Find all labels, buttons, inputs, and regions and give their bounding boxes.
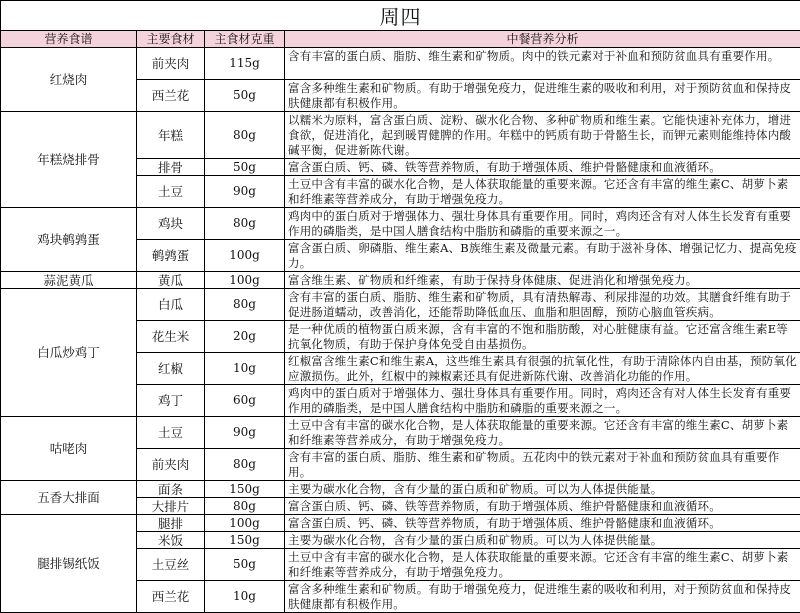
weight-cell: 100g bbox=[205, 515, 285, 532]
analysis-cell: 含有丰富的蛋白质、脂肪、维生素和矿物质，具有清热解毒、利尿排湿的功效。其膳食纤维有助于促进肠道蠕动，改善消化，还能帮助降低血压、血脂和胆固醇，预防心脑血管疾病。 bbox=[285, 289, 800, 321]
analysis-cell: 主要为碳水化合物，含有少量的蛋白质和矿物质。可以为人体提供能量。 bbox=[285, 481, 800, 498]
weight-cell: 80g bbox=[205, 449, 285, 481]
ingredient-cell: 白瓜 bbox=[137, 289, 205, 321]
header-weight: 主食材克重 bbox=[205, 31, 285, 48]
header-ingredient: 主要食材 bbox=[137, 31, 205, 48]
ingredient-cell: 花生米 bbox=[137, 321, 205, 353]
ingredient-cell: 西兰花 bbox=[137, 581, 205, 613]
dish-name: 蒜泥黄瓜 bbox=[1, 272, 137, 289]
weight-cell: 80g bbox=[205, 208, 285, 240]
weight-cell: 115g bbox=[205, 48, 285, 80]
weight-cell: 50g bbox=[205, 80, 285, 112]
table-row bbox=[1, 417, 800, 449]
weight-cell: 60g bbox=[205, 385, 285, 417]
header-dish: 营养食谱 bbox=[1, 31, 137, 48]
title-row bbox=[1, 1, 800, 31]
weight-cell: 100g bbox=[205, 272, 285, 289]
ingredient-cell: 鹌鹑蛋 bbox=[137, 240, 205, 272]
analysis-cell: 富含蛋白质、钙、磷、铁等营养物质，有助于增强体质、维护骨骼健康和血液循环。 bbox=[285, 159, 800, 176]
ingredient-cell: 鸡丁 bbox=[137, 385, 205, 417]
analysis-cell: 含有丰富的蛋白质、脂肪、维生素和矿物质。肉中的铁元素对于补血和预防贫血具有重要作用。 bbox=[285, 48, 800, 80]
dish-name: 白瓜炒鸡丁 bbox=[1, 289, 137, 417]
analysis-cell: 红椒富含维生素C和维生素A，这些维生素具有很强的抗氧化性，有助于清除体内自由基，预防氧化应激损伤。此外，红椒中的辣椒素还具有促进新陈代谢、改善消化功能的作用。 bbox=[285, 353, 800, 385]
dish-name: 五香大排面 bbox=[1, 481, 137, 515]
weight-cell: 90g bbox=[205, 176, 285, 208]
ingredient-cell: 土豆 bbox=[137, 417, 205, 449]
analysis-cell: 鸡肉中的蛋白质对于增强体力、强壮身体具有重要作用。同时，鸡肉还含有对人体生长发育有重要作用的磷脂类，是中国人膳食结构中脂肪和磷脂的重要来源之一。 bbox=[285, 385, 800, 417]
weight-cell: 10g bbox=[205, 353, 285, 385]
ingredient-cell: 面条 bbox=[137, 481, 205, 498]
table-row bbox=[1, 289, 800, 321]
page-title: 周四 bbox=[1, 1, 800, 31]
weight-cell: 50g bbox=[205, 549, 285, 581]
ingredient-cell: 年糕 bbox=[137, 112, 205, 159]
ingredient-cell: 西兰花 bbox=[137, 80, 205, 112]
ingredient-cell: 鸡块 bbox=[137, 208, 205, 240]
header-analysis: 中餐营养分析 bbox=[285, 31, 800, 48]
ingredient-cell: 红椒 bbox=[137, 353, 205, 385]
weight-cell: 50g bbox=[205, 159, 285, 176]
analysis-cell: 鸡肉中的蛋白质对于增强体力、强壮身体具有重要作用。同时，鸡肉还含有对人体生长发育有重要作用的磷脂类，是中国人膳食结构中脂肪和磷脂的重要来源之一。 bbox=[285, 208, 800, 240]
analysis-cell: 富含蛋白质、卵磷脂、维生素A、B族维生素及微量元素。有助于滋补身体、增强记忆力、提高免疫力。 bbox=[285, 240, 800, 272]
analysis-cell: 土豆中含有丰富的碳水化合物，是人体获取能量的重要来源。它还含有丰富的维生素C、胡萝卜素和纤维素等营养成分，有助于增强免疫力。 bbox=[285, 417, 800, 449]
dish-name: 腿排锡纸饭 bbox=[1, 515, 137, 613]
weight-cell: 150g bbox=[205, 532, 285, 549]
analysis-cell: 富含多种维生素和矿物质。有助于增强免疫力，促进维生素的吸收和利用，对于预防贫血和保持皮肤健康都有积极作用。 bbox=[285, 80, 800, 112]
header-row bbox=[1, 31, 800, 48]
weight-cell: 80g bbox=[205, 498, 285, 515]
dish-name: 红烧肉 bbox=[1, 48, 137, 112]
ingredient-cell: 腿排 bbox=[137, 515, 205, 532]
weight-cell: 80g bbox=[205, 112, 285, 159]
ingredient-cell: 大排片 bbox=[137, 498, 205, 515]
weight-cell: 90g bbox=[205, 417, 285, 449]
analysis-cell: 主要为碳水化合物，含有少量的蛋白质和矿物质。可以为人体提供能量。 bbox=[285, 532, 800, 549]
analysis-cell: 土豆中含有丰富的碳水化合物，是人体获取能量的重要来源。它还含有丰富的维生素C、胡萝卜素和纤维素等营养成分，有助于增强免疫力。 bbox=[285, 176, 800, 208]
weight-cell: 150g bbox=[205, 481, 285, 498]
weight-cell: 100g bbox=[205, 240, 285, 272]
ingredient-cell: 排骨 bbox=[137, 159, 205, 176]
weight-cell: 80g bbox=[205, 289, 285, 321]
table-row bbox=[1, 481, 800, 498]
dish-name: 年糕烧排骨 bbox=[1, 112, 137, 208]
analysis-cell: 以糯米为原料，富含蛋白质、淀粉、碳水化合物、多种矿物质和维生素。它能快速补充体力，增进食欲，促进消化，起到暖胃健脾的作用。年糕中的钙质有助于骨骼生长，而钾元素则能维持体内酸碱平衡，促进新陈代谢。 bbox=[285, 112, 800, 159]
table-row bbox=[1, 515, 800, 532]
weight-cell: 20g bbox=[205, 321, 285, 353]
analysis-cell: 富含蛋白质、钙、磷、铁等营养物质，有助于增强体质、维护骨骼健康和血液循环。 bbox=[285, 498, 800, 515]
table-row bbox=[1, 48, 800, 80]
analysis-cell: 富含维生素、矿物质和纤维素，有助于保持身体健康、促进消化和增强免疫力。 bbox=[285, 272, 800, 289]
dish-name: 鸡块鹌鹑蛋 bbox=[1, 208, 137, 272]
ingredient-cell: 前夹肉 bbox=[137, 48, 205, 80]
analysis-cell: 富含蛋白质、钙、磷、铁等营养物质，有助于增强体质、维护骨骼健康和血液循环。 bbox=[285, 515, 800, 532]
ingredient-cell: 黄瓜 bbox=[137, 272, 205, 289]
table-row bbox=[1, 272, 800, 289]
analysis-cell: 富含多种维生素和矿物质。有助于增强免疫力，促进维生素的吸收和利用，对于预防贫血和保持皮肤健康都有积极作用。 bbox=[285, 581, 800, 613]
weight-cell: 10g bbox=[205, 581, 285, 613]
analysis-cell: 土豆中含有丰富的碳水化合物，是人体获取能量的重要来源。它还含有丰富的维生素C、胡萝卜素和纤维素等营养成分，有助于增强免疫力。 bbox=[285, 549, 800, 581]
dish-name: 咕咾肉 bbox=[1, 417, 137, 481]
ingredient-cell: 米饭 bbox=[137, 532, 205, 549]
ingredient-cell: 前夹肉 bbox=[137, 449, 205, 481]
analysis-cell: 含有丰富的蛋白质、脂肪、维生素和矿物质。五花肉中的铁元素对于补血和预防贫血具有重要作用。 bbox=[285, 449, 800, 481]
table-row bbox=[1, 112, 800, 159]
analysis-cell: 是一种优质的植物蛋白质来源，含有丰富的不饱和脂肪酸，对心脏健康有益。它还富含维生素E等抗氧化物质，有助于保护身体免受自由基损伤。 bbox=[285, 321, 800, 353]
table-row bbox=[1, 208, 800, 240]
ingredient-cell: 土豆 bbox=[137, 176, 205, 208]
ingredient-cell: 土豆丝 bbox=[137, 549, 205, 581]
